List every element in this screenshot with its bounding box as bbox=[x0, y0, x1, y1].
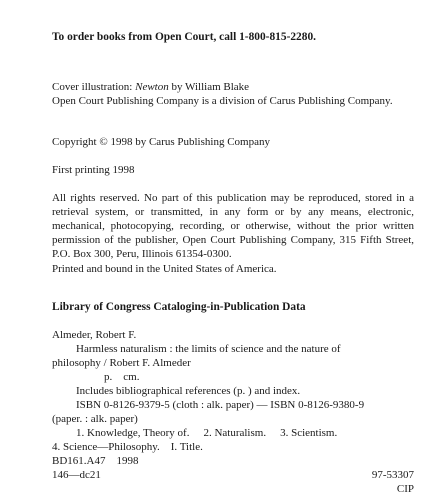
cip-pages: p. cm. bbox=[104, 371, 140, 383]
copyright-line: Copyright © 1998 by Carus Publishing Company bbox=[52, 136, 270, 148]
cip-isbn-line-1: ISBN 0-8126-9379-5 (cloth : alk. paper) — ISBN 0-8126-9380-9 bbox=[76, 399, 365, 411]
cip-isbn-line-2: (paper. : alk. paper) bbox=[52, 413, 138, 425]
cip-title-line-2: philosophy / Robert F. Almeder bbox=[52, 357, 191, 369]
printing-line: First printing 1998 bbox=[52, 164, 135, 176]
cip-subject: 2. Naturalism. bbox=[203, 427, 267, 439]
cip-lccn: 97-53307 bbox=[371, 469, 414, 481]
rights-statement: All rights reserved. No part of this publication may be reproduced, stored in a retrieval system, or transmitted, in any form or by any means, electronic, mechanical, photocopying, recording, or otherwise, without the prior written permission of the publisher, Open Court Publishing Company, 315 Fifth Street, P.O. Box 300, Peru, Illinois 61354-0300. bbox=[52, 192, 414, 260]
order-line: To order books from Open Court, call 1-800-815-2280. bbox=[52, 31, 316, 43]
cip-dewey: 146—dc21 bbox=[52, 469, 101, 481]
cip-title-line-1: Harmless naturalism : the limits of science and the nature of bbox=[76, 343, 341, 355]
cip-subjects-line-2: 4. Science—Philosophy. I. Title. bbox=[52, 441, 203, 453]
cip-heading: Library of Congress Cataloging-in-Publication Data bbox=[52, 301, 306, 313]
cover-credit bbox=[52, 80, 414, 94]
cip-class-number: BD161.A47 1998 bbox=[52, 455, 139, 467]
cover-suffix: by William Blake bbox=[168, 81, 250, 93]
cover-prefix: Cover illustration: bbox=[52, 81, 136, 93]
cover-title: Newton bbox=[135, 81, 169, 93]
cip-bottom-row bbox=[52, 468, 414, 482]
division-statement: Open Court Publishing Company is a division of Carus Publishing Company. bbox=[52, 95, 393, 107]
cip-includes: Includes bibliographical references (p. ) and index. bbox=[76, 385, 301, 397]
cip-author: Almeder, Robert F. bbox=[52, 329, 137, 341]
cip-mark: CIP bbox=[396, 483, 414, 495]
cip-subjects-line-1 bbox=[52, 426, 414, 440]
cip-block bbox=[52, 328, 414, 496]
cip-subject: 3. Scientism. bbox=[280, 427, 338, 439]
printed-line: Printed and bound in the United States of America. bbox=[52, 263, 277, 275]
cip-subject: 1. Knowledge, Theory of. bbox=[76, 427, 190, 439]
